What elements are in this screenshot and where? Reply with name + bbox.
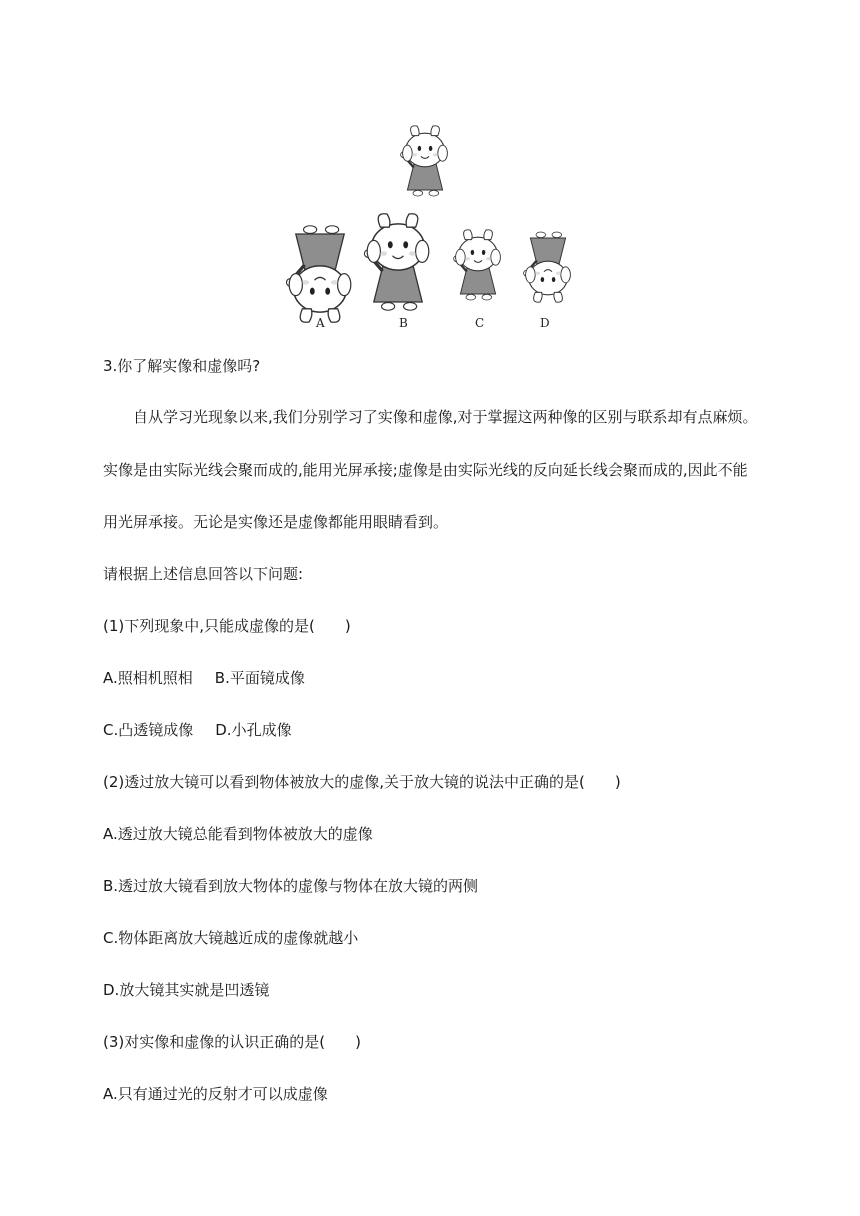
image-b-figure (364, 214, 428, 311)
q1-option-c: C.凸透镜成像 (103, 721, 194, 739)
question-prompt: 请根据上述信息回答以下问题: (103, 565, 304, 583)
q2-stem: (2)透过放大镜可以看到物体被放大的虚像,关于放大镜的说法中正确的是( ) (103, 773, 621, 791)
figure-label-d: D (540, 316, 550, 330)
image-d-figure (524, 232, 571, 302)
q1-option-b: B.平面镜成像 (214, 669, 305, 687)
image-a-figure (286, 226, 350, 323)
cartoon-figures-drawing (280, 110, 580, 340)
q1-stem: (1)下列现象中,只能成虚像的是( ) (103, 617, 351, 635)
question-title: 3.你了解实像和虚像吗? (103, 357, 261, 375)
passage-line-2: 实像是由实际光线会聚而成的,能用光屏承接;虚像是由实际光线的反向延长线会聚而成的,因此不能 (103, 461, 748, 479)
object-figure (401, 126, 448, 196)
q3-option-a: A.只有通过光的反射才可以成虚像 (103, 1085, 328, 1103)
figure-label-b: B (399, 316, 408, 330)
q2-option-d: D.放大镜其实就是凹透镜 (103, 981, 270, 999)
figure-label-a: A (316, 316, 325, 330)
passage-line-3: 用光屏承接。无论是实像还是虚像都能用眼睛看到。 (103, 513, 449, 531)
q3-stem: (3)对实像和虚像的认识正确的是( ) (103, 1033, 361, 1051)
image-c-figure (454, 230, 501, 300)
q1-option-d: D.小孔成像 (215, 721, 292, 739)
figure-label-c: C (475, 316, 485, 330)
passage-line-1: 自从学习光现象以来,我们分别学习了实像和虚像,对于掌握这两种像的区别与联系却有点麻烦。 (133, 408, 758, 426)
q2-option-b: B.透过放大镜看到放大物体的虚像与物体在放大镜的两侧 (103, 877, 479, 895)
q1-options-row-2 (103, 720, 292, 740)
q2-option-c: C.物体距离放大镜越近成的虚像就越小 (103, 929, 359, 947)
q1-options-row-1 (103, 668, 305, 688)
q2-option-a: A.透过放大镜总能看到物体被放大的虚像 (103, 825, 373, 843)
cartoon-image-figure (280, 110, 580, 340)
q1-option-a: A.照相机照相 (103, 669, 193, 687)
